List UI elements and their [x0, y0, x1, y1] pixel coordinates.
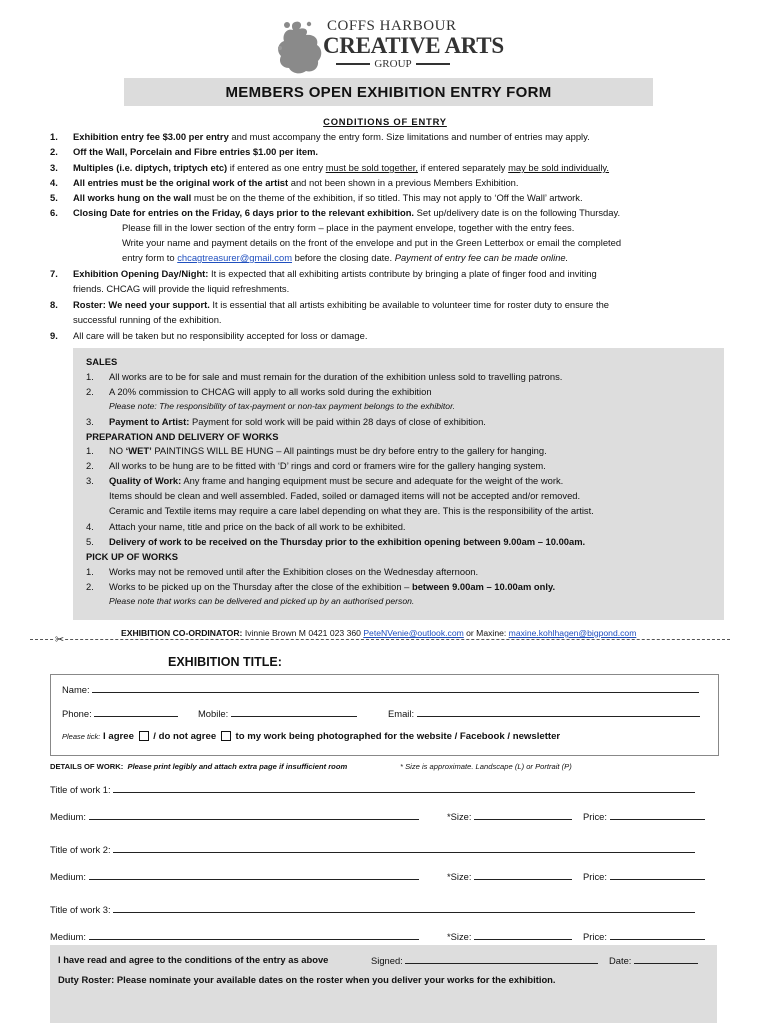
sales-3: Payment to Artist: Payment for sold work will be paid within 28 days of close of exhibition. [109, 416, 486, 427]
condition-3: Multiples (i.e. diptych, triptych etc) if entered as one entry must be sold together, if entered separately may be sold individually. [73, 162, 610, 173]
condition-6-sub3: entry form to chcagtreasurer@gmail.com before the closing date. Payment of entry fee can be made online. [122, 252, 569, 263]
work-1-medium-row: Medium: [50, 810, 419, 822]
list-number: 2. [86, 386, 94, 397]
work-3-title-field[interactable] [113, 903, 695, 913]
sales-2: A 20% commission to CHCAG will apply to all works sold during the exhibition [109, 386, 432, 397]
work-2-title-row: Title of work 2: [50, 843, 695, 855]
work-1-price-field[interactable] [610, 810, 705, 820]
pickup-heading: PICK UP OF WORKS [86, 551, 179, 562]
condition-6-sub2: Write your name and payment details on the front of the envelope and put in the Green Letterbox or email the completed [122, 237, 622, 248]
mobile-row: Mobile: [198, 707, 357, 719]
date-row: Date: [609, 954, 698, 966]
condition-7-line2: friends. CHCAG will provide the liquid refreshments. [73, 283, 290, 294]
condition-number: 7. [50, 268, 58, 279]
condition-1: Exhibition entry fee $3.00 per entry and must accompany the entry form. Size limitations and number of entries may apply. [73, 131, 590, 142]
work-2-title-field[interactable] [113, 843, 695, 853]
coordinator-email-1[interactable]: PeteNVenie@outlook.com [363, 628, 464, 638]
prep-heading: PREPARATION AND DELIVERY OF WORKS [86, 431, 279, 442]
sales-tax-note: Please note: The responsibility of tax-payment or non-tax payment belongs to the exhibitor. [109, 401, 456, 411]
prep-1: NO ‘WET’ PAINTINGS WILL BE HUNG – All paintings must be dry before entry to the gallery for hanging. [109, 445, 547, 456]
list-number: 1. [86, 445, 94, 456]
list-number: 4. [86, 521, 94, 532]
work-3-size-field[interactable] [474, 930, 572, 940]
condition-number: 3. [50, 162, 58, 173]
work-2-size-row: *Size: [447, 870, 572, 882]
logo-graphic [275, 18, 327, 76]
agree-checkbox[interactable] [139, 731, 149, 741]
condition-7: Exhibition Opening Day/Night: It is expected that all exhibiting artists contribute by bringing a plate of finger food and inviting [73, 268, 597, 279]
prep-3: Quality of Work: Any frame and hanging equipment must be secure and adequate for the weight of the work. [109, 475, 564, 486]
signed-row: Signed: [371, 954, 598, 966]
work-2-price-row: Price: [583, 870, 705, 882]
condition-8-line2: successful running of the exhibition. [73, 314, 222, 325]
exhibition-title-label: EXHIBITION TITLE: [168, 655, 282, 669]
work-1-title-field[interactable] [113, 783, 695, 793]
work-1-title-row: Title of work 1: [50, 783, 695, 795]
condition-2: Off the Wall, Porcelain and Fibre entries $1.00 per item. [73, 146, 319, 157]
work-2-medium-row: Medium: [50, 870, 419, 882]
list-number: 2. [86, 581, 94, 592]
work-2-price-field[interactable] [610, 870, 705, 880]
name-row: Name: [62, 683, 699, 695]
date-field[interactable] [634, 954, 698, 964]
condition-9: All care will be taken but no responsibility accepted for loss or damage. [73, 330, 368, 341]
declaration-text: I have read and agree to the conditions of the entry as above [58, 954, 329, 965]
condition-5: All works hung on the wall must be on the theme of the exhibition, if so titled. This may not apply to ‘Off the Wall’ artwork. [73, 192, 583, 203]
list-number: 2. [86, 460, 94, 471]
email-row: Email: [388, 707, 700, 719]
work-3-title-row: Title of work 3: [50, 903, 695, 915]
work-3-price-row: Price: [583, 930, 705, 942]
condition-number: 9. [50, 330, 58, 341]
condition-number: 1. [50, 131, 58, 142]
conditions-heading: CONDITIONS OF ENTRY [323, 116, 447, 127]
size-note: * Size is approximate. Landscape (L) or Portrait (P) [400, 762, 572, 771]
prep-5: Delivery of work to be received on the Thursday prior to the exhibition opening between 9.00am – 10.00am. [109, 536, 586, 547]
pickup-2: Works to be picked up on the Thursday after the close of the exhibition – between 9.00am – 10.00am only. [109, 581, 556, 592]
condition-number: 6. [50, 207, 58, 218]
work-1-size-field[interactable] [474, 810, 572, 820]
list-number: 1. [86, 371, 94, 382]
condition-4: All entries must be the original work of the artist and not been shown in a previous Members Exhibition. [73, 177, 519, 188]
work-2-medium-field[interactable] [89, 870, 419, 880]
condition-6: Closing Date for entries on the Friday, 6 days prior to the relevant exhibition. Set up/delivery date is on the following Thursday. [73, 207, 621, 218]
sales-heading: SALES [86, 356, 118, 367]
pickup-1: Works may not be removed until after the Exhibition closes on the Wednesday afternoon. [109, 566, 479, 577]
list-number: 3. [86, 475, 94, 486]
condition-8: Roster: We need your support. It is essential that all artists exhibiting be available to volunteer time for roster duty to ensure the [73, 299, 609, 310]
sales-1: All works are to be for sale and must remain for the duration of the exhibition unless sold to travelling patrons. [109, 371, 563, 382]
scissors-icon: ✂ [55, 634, 65, 646]
email-field[interactable] [417, 707, 700, 717]
work-3-size-row: *Size: [447, 930, 572, 942]
logo-line2: CREATIVE ARTS [323, 33, 504, 58]
condition-number: 4. [50, 177, 58, 188]
prep-3-line2: Items should be clean and well assembled. Faded, soiled or damaged items will not be accepted and/or removed. [109, 490, 581, 501]
work-2-size-field[interactable] [474, 870, 572, 880]
prep-3-line3: Ceramic and Textile items may require a care label depending on what they are. This is the responsibility of the artist. [109, 505, 594, 516]
work-1-price-row: Price: [583, 810, 705, 822]
coordinator-line: EXHIBITION CO-ORDINATOR: Ivinnie Brown M 0421 023 360 PeteNVenie@outlook.com or Maxine: maxine.kohlhagen@bigpond.com [121, 628, 637, 638]
form-title: MEMBERS OPEN EXHIBITION ENTRY FORM [124, 78, 653, 106]
work-1-medium-field[interactable] [89, 810, 419, 820]
cut-line [30, 639, 730, 640]
treasurer-email-link[interactable]: chcagtreasurer@gmail.com [177, 252, 293, 263]
not-agree-checkbox[interactable] [221, 731, 231, 741]
phone-field[interactable] [94, 707, 178, 717]
logo-line1: COFFS HARBOUR [327, 18, 457, 34]
phone-row: Phone: [62, 707, 178, 719]
mobile-field[interactable] [231, 707, 357, 717]
prep-4: Attach your name, title and price on the back of all work to be exhibited. [109, 521, 406, 532]
list-number: 1. [86, 566, 94, 577]
work-3-price-field[interactable] [610, 930, 705, 940]
condition-number: 5. [50, 192, 58, 203]
coordinator-email-2[interactable]: maxine.kohlhagen@bigpond.com [508, 628, 637, 638]
logo-line3: GROUP [323, 58, 463, 70]
signature-field[interactable] [405, 954, 598, 964]
details-heading: DETAILS OF WORK: Please print legibly and attach extra page if insufficient room [50, 762, 348, 771]
work-3-medium-row: Medium: [50, 930, 419, 942]
condition-number: 8. [50, 299, 58, 310]
work-3-medium-field[interactable] [89, 930, 419, 940]
condition-number: 2. [50, 146, 58, 157]
list-number: 5. [86, 536, 94, 547]
condition-6-sub1: Please fill in the lower section of the entry form – place in the payment envelope, together with the entry fees. [122, 222, 575, 233]
list-number: 3. [86, 416, 94, 427]
duty-roster-text: Duty Roster: Please nominate your available dates on the roster when you deliver your works for the exhibition. [58, 974, 556, 985]
work-1-size-row: *Size: [447, 810, 572, 822]
pickup-note: Please note that works can be delivered and picked up by an authorised person. [109, 596, 415, 606]
photo-consent-row: Please tick: I agree / do not agree to my work being photographed for the website / Facebook / newsletter [62, 731, 561, 742]
prep-2: All works to be hung are to be fitted with ‘D’ rings and cord or framers wire for the gallery hanging system. [109, 460, 546, 471]
name-field[interactable] [92, 683, 699, 693]
